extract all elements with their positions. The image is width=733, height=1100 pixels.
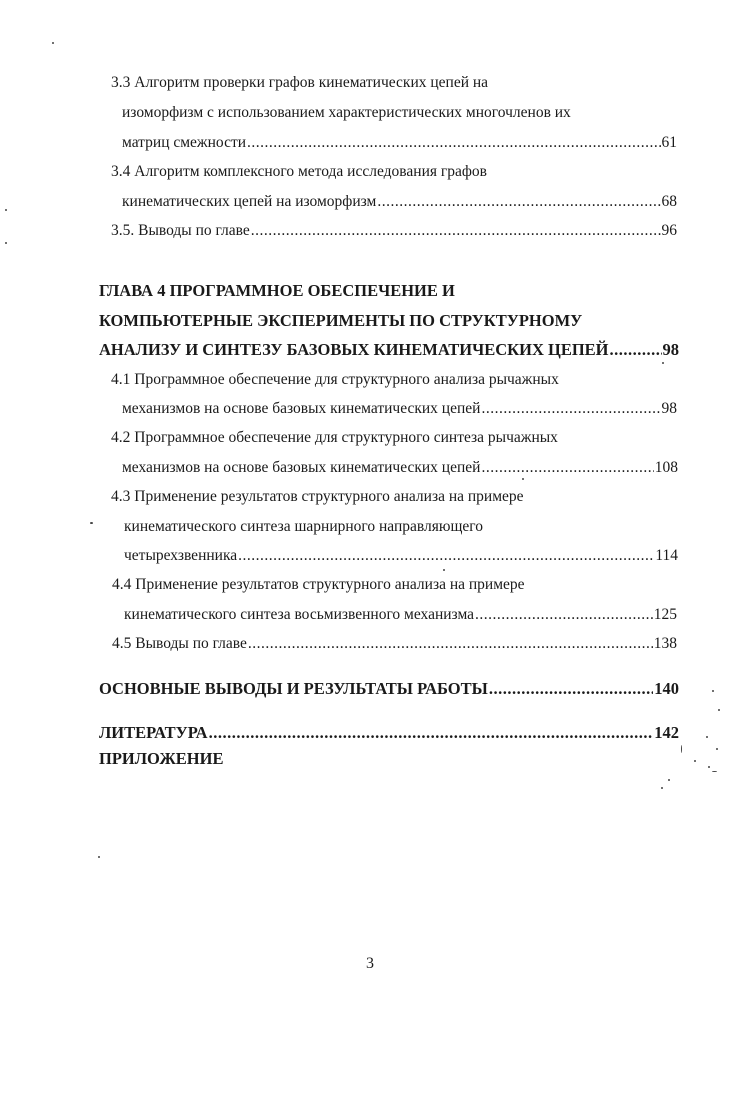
toc-entry-text: 4.4 Применение результатов структурного анализа на примере bbox=[112, 576, 525, 593]
scan-speck bbox=[5, 242, 7, 244]
toc-entry-4-2-line-2 bbox=[122, 458, 678, 478]
toc-appendix bbox=[99, 749, 223, 769]
dot-leader bbox=[238, 546, 654, 566]
toc-entry-text: матриц смежности bbox=[122, 134, 247, 151]
toc-entry-3-3-line-2 bbox=[122, 103, 571, 123]
scan-speck bbox=[694, 760, 696, 762]
toc-entry-text: механизмов на основе базовых кинематических цепей bbox=[122, 400, 481, 417]
toc-entry-text: кинематических цепей на изоморфизм bbox=[122, 193, 377, 210]
dot-leader bbox=[475, 605, 653, 625]
toc-entry-text: изоморфизм с использованием характеристических многочленов их bbox=[122, 104, 571, 121]
toc-page-number: 142 bbox=[654, 723, 679, 742]
toc-entry-text: кинематического синтеза шарнирного направляющего bbox=[124, 518, 484, 535]
scan-speck bbox=[668, 779, 670, 781]
scan-speck bbox=[712, 690, 714, 692]
toc-page-number: 96 bbox=[661, 222, 677, 239]
page-number: 3 bbox=[366, 955, 374, 972]
toc-entry-text: механизмов на основе базовых кинематических цепей bbox=[122, 459, 481, 476]
toc-entry-text: четырехзвенника bbox=[124, 547, 238, 564]
scan-speck bbox=[716, 748, 718, 750]
dot-leader bbox=[481, 458, 653, 478]
scan-speck bbox=[5, 209, 7, 211]
scan-speck bbox=[662, 362, 664, 364]
toc-entry-4-2-line-1 bbox=[111, 428, 558, 448]
toc-chapter-text: ОСНОВНЫЕ ВЫВОДЫ И РЕЗУЛЬТАТЫ РАБОТЫ bbox=[99, 679, 488, 698]
toc-chapter-text: ЛИТЕРАТУРА bbox=[99, 723, 208, 742]
toc-entry-text: 4.2 Программное обеспечение для структурного синтеза рычажных bbox=[111, 429, 558, 446]
toc-page-number: 138 bbox=[653, 635, 677, 652]
scan-speck bbox=[90, 522, 93, 524]
toc-entry-4-1-line-2 bbox=[122, 399, 677, 419]
toc-page-number: 125 bbox=[653, 606, 677, 623]
dot-leader bbox=[247, 133, 660, 153]
toc-entry-4-5 bbox=[112, 634, 677, 654]
toc-chapter-text: КОМПЬЮТЕРНЫЕ ЭКСПЕРИМЕНТЫ ПО СТРУКТУРНОМУ bbox=[99, 311, 583, 330]
toc-conclusions bbox=[99, 679, 679, 699]
toc-chapter-text: ГЛАВА 4 ПРОГРАММНОЕ ОБЕСПЕЧЕНИЕ И bbox=[99, 281, 455, 300]
dot-leader bbox=[489, 679, 653, 699]
toc-entry-4-4-line-1 bbox=[112, 575, 525, 595]
toc-literature bbox=[99, 723, 679, 743]
scan-speck bbox=[706, 736, 708, 738]
toc-page-number: 98 bbox=[662, 340, 679, 359]
toc-entry-3-5 bbox=[111, 221, 677, 241]
toc-page-number: 108 bbox=[654, 459, 678, 476]
toc-entry-text: 3.5. Выводы по главе bbox=[111, 222, 250, 239]
scan-speck bbox=[712, 771, 717, 772]
toc-chapter-4-line-3 bbox=[99, 340, 679, 360]
toc-page-number: 98 bbox=[661, 400, 677, 417]
scan-speck bbox=[52, 42, 54, 44]
toc-entry-3-4-line-1 bbox=[111, 162, 487, 182]
toc-entry-text: кинематического синтеза восьмизвенного механизма bbox=[124, 606, 475, 623]
toc-chapter-text: ПРИЛОЖЕНИЕ bbox=[99, 749, 224, 768]
dot-leader bbox=[481, 399, 660, 419]
toc-page-number: 140 bbox=[654, 679, 679, 698]
toc-entry-4-3-line-1 bbox=[111, 487, 524, 507]
scan-speck bbox=[708, 766, 710, 768]
dot-leader bbox=[377, 192, 660, 212]
toc-entry-3-3-line-3 bbox=[122, 133, 677, 153]
toc-page-number: 68 bbox=[661, 193, 677, 210]
dot-leader bbox=[610, 340, 662, 360]
toc-entry-4-3-line-3 bbox=[124, 546, 678, 566]
toc-entry-4-1-line-1 bbox=[111, 370, 559, 390]
toc-entry-text: 3.3 Алгоритм проверки графов кинематических цепей на bbox=[111, 74, 489, 91]
toc-entry-3-4-line-2 bbox=[122, 192, 677, 212]
toc-entry-text: 3.4 Алгоритм комплексного метода исследования графов bbox=[111, 163, 487, 180]
scan-speck bbox=[522, 478, 524, 480]
toc-chapter-text: АНАЛИЗУ И СИНТЕЗУ БАЗОВЫХ КИНЕМАТИЧЕСКИХ ЦЕПЕЙ bbox=[99, 340, 609, 359]
toc-page-number: 61 bbox=[661, 134, 677, 151]
scan-speck bbox=[661, 787, 663, 789]
dot-leader bbox=[251, 221, 661, 241]
toc-entry-text: 4.1 Программное обеспечение для структурного анализа рычажных bbox=[111, 371, 559, 388]
toc-page-number: 114 bbox=[655, 547, 678, 564]
toc-entry-text: 4.5 Выводы по главе bbox=[112, 635, 247, 652]
scan-speck bbox=[718, 709, 720, 711]
toc-chapter-4-line-1 bbox=[99, 281, 455, 301]
scan-speck bbox=[443, 569, 445, 571]
scan-speck bbox=[681, 745, 682, 753]
toc-entry-3-3-line-1 bbox=[111, 73, 488, 93]
toc-entry-4-3-line-2 bbox=[124, 517, 483, 537]
toc-entry-text: 4.3 Применение результатов структурного анализа на примере bbox=[111, 488, 524, 505]
dot-leader bbox=[209, 723, 654, 743]
toc-entry-4-4-line-2 bbox=[124, 605, 677, 625]
scan-speck bbox=[98, 856, 100, 858]
dot-leader bbox=[248, 634, 653, 654]
toc-chapter-4-line-2 bbox=[99, 311, 582, 331]
